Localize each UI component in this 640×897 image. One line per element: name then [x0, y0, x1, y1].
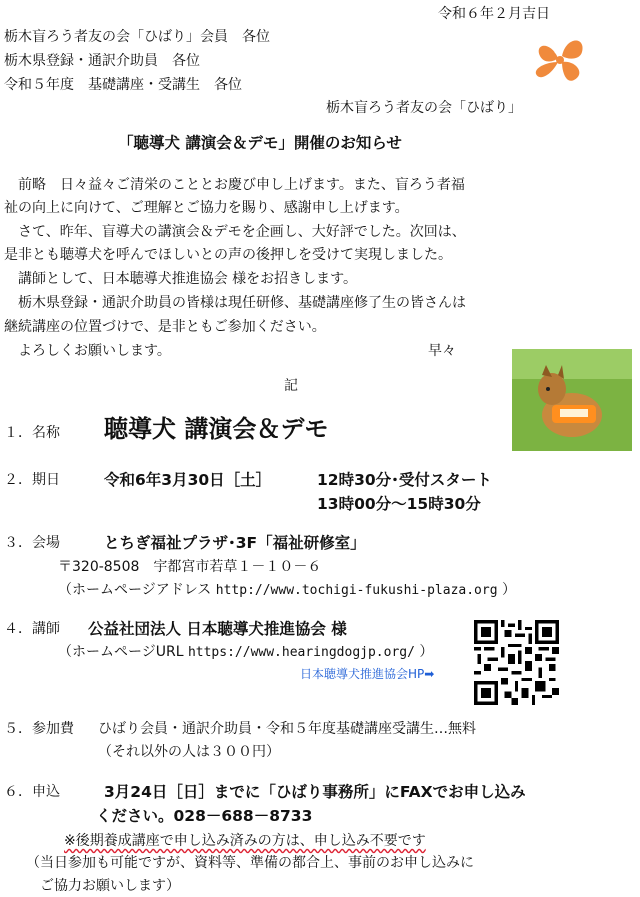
venue-address: 〒320-8508 宇都宮市若草１－１０－６ [58, 559, 322, 575]
lecturer-hp-link[interactable]: https://www.hearingdogjp.org/ [187, 645, 415, 660]
item-label-fee: ５．参加費 [4, 721, 74, 737]
item-value-lecturer: 公益社団法人 日本聴導犬推進協会 様 [88, 620, 347, 638]
item-value-date: 令和6年3月30日［土］ [104, 471, 272, 489]
ki-mark: 記 [284, 378, 298, 394]
item-value-fee: ひばり会員・通訳介助員・令和５年度基礎講座受講生…無料 [98, 721, 476, 737]
date-line: 令和６年２月吉日 [438, 6, 550, 22]
body-line: 是非とも聴導犬を呼んでほしいとの声の後押しを受けて実現しました。 [4, 247, 452, 263]
qr-caption: 日本聴導犬推進協会HP➡ [300, 667, 435, 681]
body-line: 前略 日々益々ご清栄のこととお慶び申し上げます。また、盲ろう者福 [4, 177, 465, 193]
body-line: 祉の向上に向けて、ご理解とご協力を賜り、感謝申し上げます。 [4, 200, 409, 216]
item-value-time-2: 13時00分～15時30分 [317, 495, 481, 513]
item-value-apply-2: ください。028－688－8733 [96, 807, 313, 825]
sender: 栃木盲ろう者友の会「ひばり」 [326, 100, 522, 116]
body-line: よろしくお願いします。 [4, 343, 171, 359]
venue-hp-link[interactable]: http://www.tochigi-fukushi-plaza.org [215, 583, 498, 598]
lecturer-hp-suffix: ） [419, 644, 434, 660]
fee-note: （それ以外の人は３００円） [98, 744, 280, 760]
body-line: 継続講座の位置づけで、是非ともご参加ください。 [4, 319, 326, 335]
recipient-3: 令和５年度 基礎講座・受講生 各位 [4, 77, 242, 93]
apply-note-2: ご協力お願いします） [40, 878, 180, 894]
item-value-time-1: 12時30分･受付スタート [317, 471, 492, 489]
item-label-venue: ３．会場 [4, 535, 60, 551]
venue-hp-suffix: ） [501, 582, 516, 598]
item-label-date: ２．期日 [4, 472, 60, 488]
body-line: 栃木県登録・通訳介助員の皆様は現任研修、基礎講座修了生の皆さんは [4, 295, 466, 311]
item-value-venue: とちぎ福祉プラザ･3F「福祉研修室」 [104, 534, 366, 552]
body-line: 講師として、日本聴導犬推進協会 様をお招きします。 [4, 271, 358, 287]
hibari-logo-icon [532, 30, 590, 88]
qr-code-icon[interactable] [474, 620, 559, 705]
lecturer-hp [58, 642, 433, 663]
recipient-2: 栃木県登録・通訳介助員 各位 [4, 53, 200, 69]
venue-hp-prefix: （ホームページアドレス [58, 582, 212, 598]
apply-notice: ※後期養成講座で申し込み済みの方は、申し込み不要です [64, 833, 426, 849]
venue-hp [58, 580, 516, 601]
item-label-apply: ６．申込 [4, 784, 60, 800]
item-value-name: 聴導犬 講演会＆デモ [104, 415, 329, 443]
apply-note-1: （当日参加も可能ですが、資料等、準備の都合上、事前のお申し込みに [26, 855, 474, 871]
lecturer-hp-prefix: （ホームページURL [58, 644, 184, 660]
item-label-name: １．名称 [4, 425, 60, 441]
page-title: 「聴導犬 講演会＆デモ」開催のお知らせ [118, 134, 402, 152]
hearing-dog-photo [512, 349, 632, 451]
body-line: さて、昨年、盲導犬の講演会＆デモを企画し、大好評でした。次回は、 [4, 224, 466, 240]
recipient-1: 栃木盲ろう者友の会「ひばり」会員 各位 [4, 29, 270, 45]
closing: 早々 [428, 343, 456, 359]
item-label-lecturer: ４．講師 [4, 621, 60, 637]
item-value-apply-1: 3月24日［日］までに「ひばり事務所」にFAXでお申し込み [104, 783, 526, 801]
